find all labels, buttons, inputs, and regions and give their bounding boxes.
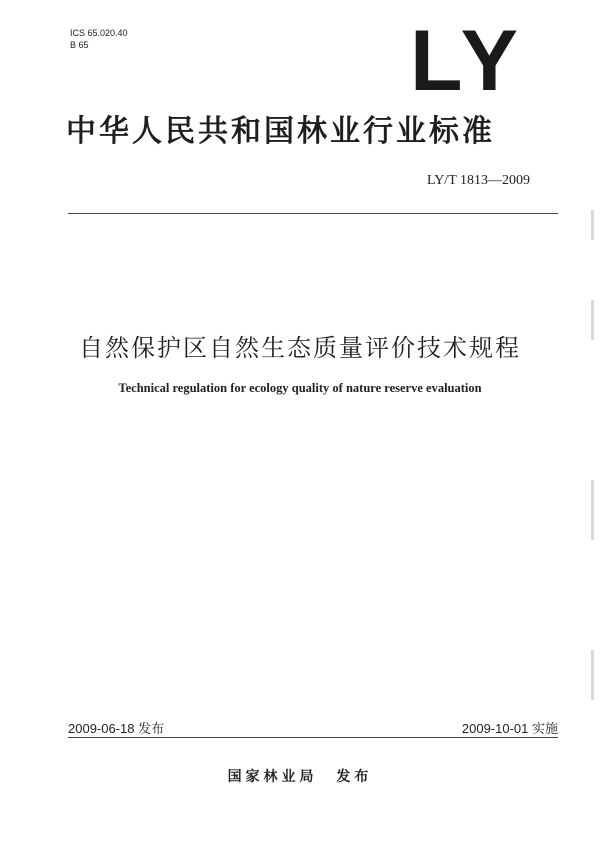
ly-logo: LY (410, 13, 524, 109)
classification-codes (70, 27, 128, 51)
issuing-authority: 国家林业局 发布 (227, 769, 373, 785)
scan-edge-mark (591, 210, 594, 240)
scan-edge-mark (591, 300, 594, 340)
scan-edge-mark (591, 480, 594, 540)
bottom-divider (68, 737, 558, 738)
top-divider (68, 213, 558, 214)
ccs-code: B 65 (70, 40, 89, 50)
standard-number: LY/T 1813—2009 (427, 173, 530, 188)
issue-date: 2009-06-18 发布 (68, 721, 165, 736)
implementation-date: 2009-10-01 实施 (461, 721, 558, 736)
document-title-chinese: 自然保护区自然生态质量评价技术规程 (79, 334, 521, 362)
document-title-english: Technical regulation for ecology quality of nature reserve evaluation (118, 381, 482, 395)
ics-code: ICS 65.020.40 (70, 28, 128, 38)
scan-edge-mark (591, 650, 594, 700)
standard-category-title: 中华人民共和国林业行业标准 (66, 114, 495, 149)
